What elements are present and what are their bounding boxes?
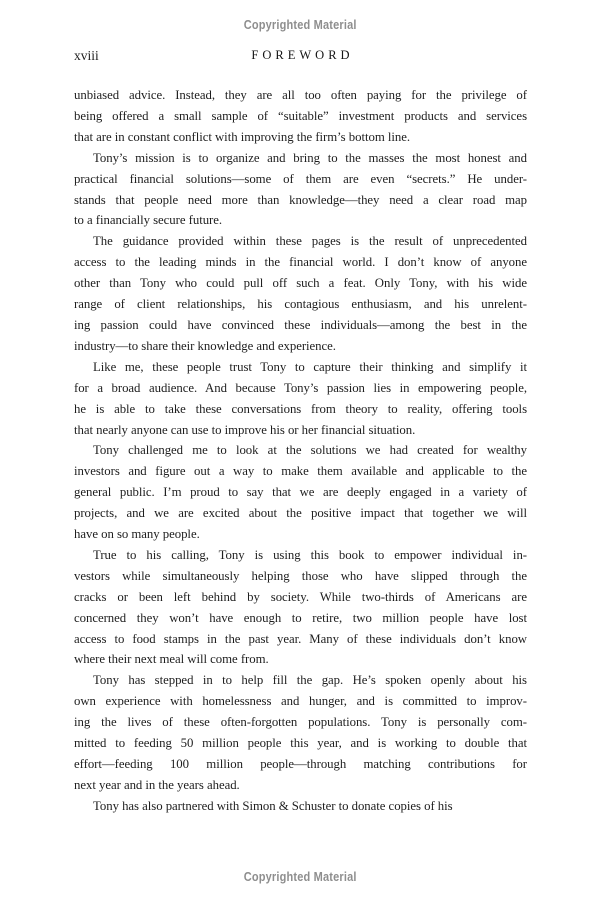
text-line: next year and in the years ahead. (74, 777, 240, 792)
text-line: he is able to take these conversations from theory to reality, offering tools (74, 401, 527, 416)
text-line: to a financially secure future. (74, 213, 223, 228)
text-line: ing passion could have convinced these individuals—among the best in the (74, 317, 527, 332)
text-line: The guidance provided within these pages is the result of unprecedented (93, 234, 527, 249)
text-line: Tony has stepped in to help fill the gap. He’s spoken openly about his (93, 673, 527, 688)
text-line: where their next meal will come from. (74, 652, 269, 667)
text-line: being offered a small sample of “suitable” investment products and services (74, 108, 527, 123)
text-line: stands that people need more than knowledge—they need a clear road map (74, 192, 527, 207)
text-line: other than Tony who could pull off such a feat. Only Tony, with his wide (74, 276, 527, 291)
copyright-notice-top (0, 16, 600, 34)
text-line: that are in constant conflict with improving the firm’s bottom line. (74, 129, 411, 144)
text-line: mitted to feeding 50 million people this year, and is working to double that (74, 736, 527, 751)
text-line: Tony’s mission is to organize and bring to the masses the most honest and (93, 150, 527, 165)
copyright-notice-top-text: Copyrighted Material (243, 18, 357, 32)
running-head (74, 47, 527, 65)
text-line: True to his calling, Tony is using this book to empower individual in- (93, 547, 527, 562)
copyright-notice-bottom-text: Copyrighted Material (243, 870, 357, 884)
text-line: cracks or been left behind by society. While two-thirds of Americans are (74, 589, 527, 604)
text-line: practical financial solutions—some of them are even “secrets.” He under- (74, 171, 527, 186)
text-line: that nearly anyone can use to improve his or her financial situation. (74, 422, 416, 437)
text-line: own experience with homelessness and hunger, and is committed to improv- (74, 694, 527, 709)
copyright-notice-bottom (0, 868, 600, 886)
text-line: effort—feeding 100 million people—through matching contributions for (74, 757, 527, 771)
text-line: range of client relationships, his contagious enthusiasm, and his unrelent- (74, 297, 527, 312)
chapter-title: FOREWORD (251, 48, 354, 62)
text-line: access to food stamps in the past year. Many of these individuals don’t know (74, 631, 527, 646)
text-line: for a broad audience. And because Tony’s passion lies in empowering people, (74, 380, 527, 395)
text-line: Tony has also partnered with Simon & Schuster to donate copies of his (93, 798, 453, 813)
text-line: investors and figure out a way to make them available and applicable to the (74, 464, 527, 479)
text-line: concerned they won’t have enough to retire, two million people have lost (74, 610, 527, 625)
text-line: industry—to share their knowledge and experience. (74, 338, 336, 353)
text-line: Tony challenged me to look at the solutions we had created for wealthy (93, 443, 527, 458)
text-line: have on so many people. (74, 527, 200, 542)
text-line: access to the leading minds in the financial world. I don’t know of anyone (74, 255, 527, 270)
text-line: Like me, these people trust Tony to capture their thinking and simplify it (93, 359, 527, 374)
text-line: vestors while simultaneously helping those who have slipped through the (74, 568, 527, 583)
page-number: xviii (74, 48, 99, 63)
text-line: unbiased advice. Instead, they are all too often paying for the privilege of (74, 88, 527, 102)
text-line: general public. I’m proud to say that we are deeply engaged in a variety of (74, 485, 527, 500)
body-text (74, 85, 527, 817)
text-line: ing the lives of these often-forgotten populations. Tony is personally com- (74, 715, 527, 730)
text-line: projects, and we are excited about the positive impact that together we will (74, 506, 527, 521)
